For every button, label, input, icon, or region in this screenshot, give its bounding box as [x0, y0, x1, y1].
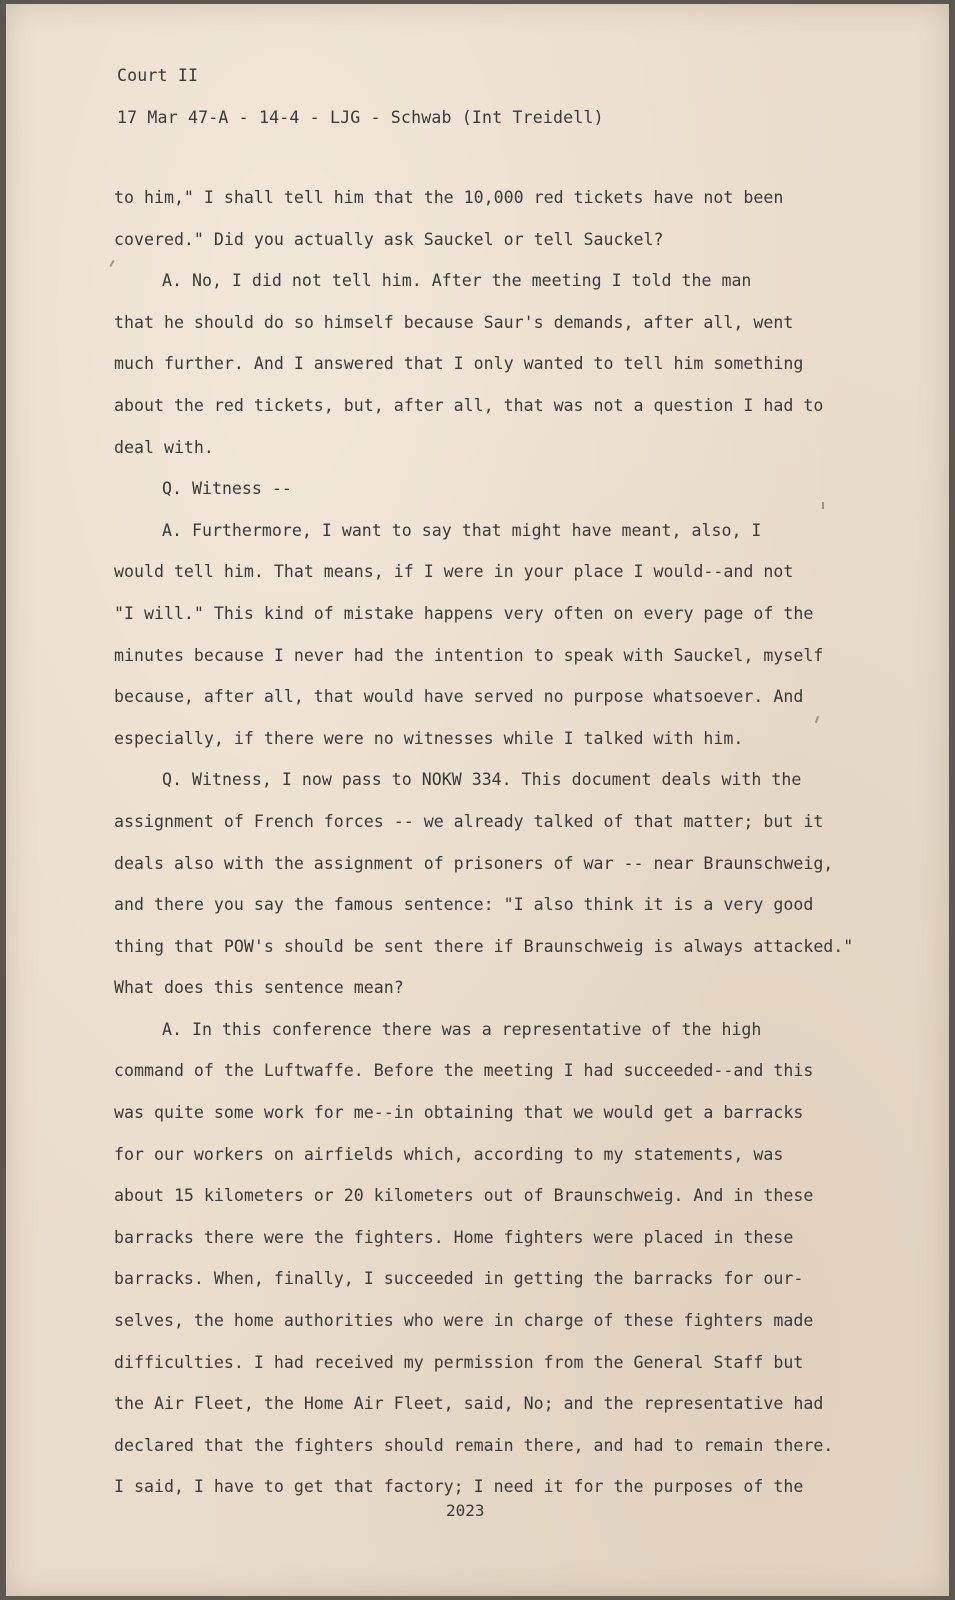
transcript-line: much further. And I answered that I only wanted to tell him something — [114, 354, 804, 374]
transcript-line: A. Furthermore, I want to say that might have meant, also, I — [162, 520, 762, 540]
transcript-line: was quite some work for me--in obtaining that we would get a barracks — [114, 1103, 804, 1123]
transcript-body — [114, 187, 874, 1518]
transcript-line: especially, if there were no witnesses while I talked with him. — [114, 728, 744, 748]
page-number: 2023 — [446, 1501, 485, 1520]
transcript-line: Q. Witness -- — [162, 479, 292, 499]
case-reference: 17 Mar 47-A - 14-4 - LJG - Schwab (Int Treidell) — [117, 108, 604, 127]
paper-speck — [822, 502, 824, 509]
transcript-line: that he should do so himself because Saur's demands, after all, went — [114, 312, 794, 332]
transcript-line: What does this sentence mean? — [114, 978, 404, 998]
transcript-line: command of the Luftwaffe. Before the meeting I had succeeded--and this — [114, 1061, 814, 1081]
transcript-line: I said, I have to get that factory; I need it for the purposes of the — [114, 1477, 804, 1497]
transcript-line: thing that POW's should be sent there if Braunschweig is always attacked." — [114, 936, 854, 956]
transcript-line: deal with. — [114, 437, 214, 457]
transcript-line: about the red tickets, but, after all, that was not a question I had to — [114, 395, 824, 415]
transcript-line: declared that the fighters should remain there, and had to remain there. — [114, 1435, 834, 1455]
transcript-line: A. In this conference there was a representative of the high — [162, 1019, 762, 1039]
transcript-line: about 15 kilometers or 20 kilometers out of Braunschweig. And in these — [114, 1186, 814, 1206]
transcript-line: to him," I shall tell him that the 10,000 red tickets have not been — [114, 188, 784, 207]
transcript-line: the Air Fleet, the Home Air Fleet, said, No; and the representative had — [114, 1394, 824, 1414]
transcript-line: covered." Did you actually ask Sauckel or tell Sauckel? — [114, 229, 664, 249]
transcript-line: deals also with the assignment of prisoners of war -- near Braunschweig, — [114, 853, 834, 873]
transcript-line: because, after all, that would have served no purpose whatsoever. And — [114, 687, 804, 707]
transcript-line: for our workers on airfields which, according to my statements, was — [114, 1144, 784, 1164]
transcript-line: and there you say the famous sentence: "I also think it is a very good — [114, 895, 814, 915]
transcript-line: minutes because I never had the intention to speak with Sauckel, myself — [114, 645, 824, 665]
court-label: Court II — [117, 66, 199, 85]
transcript-line: selves, the home authorities who were in charge of these fighters made — [114, 1311, 814, 1331]
transcript-line: difficulties. I had received my permission from the General Staff but — [114, 1352, 804, 1372]
transcript-line: barracks. When, finally, I succeeded in getting the barracks for our- — [114, 1269, 804, 1289]
transcript-line: A. No, I did not tell him. After the meeting I told the man — [162, 271, 752, 291]
transcript-line: "I will." This kind of mistake happens very often on every page of the — [114, 603, 814, 623]
transcript-line: Q. Witness, I now pass to NOKW 334. This document deals with the — [162, 770, 802, 790]
transcript-line: would tell him. That means, if I were in your place I would--and not — [114, 562, 794, 582]
transcript-line: assignment of French forces -- we already talked of that matter; but it — [114, 811, 824, 831]
transcript-line: barracks there were the fighters. Home fighters were placed in these — [114, 1227, 794, 1247]
document-page — [6, 4, 949, 1596]
